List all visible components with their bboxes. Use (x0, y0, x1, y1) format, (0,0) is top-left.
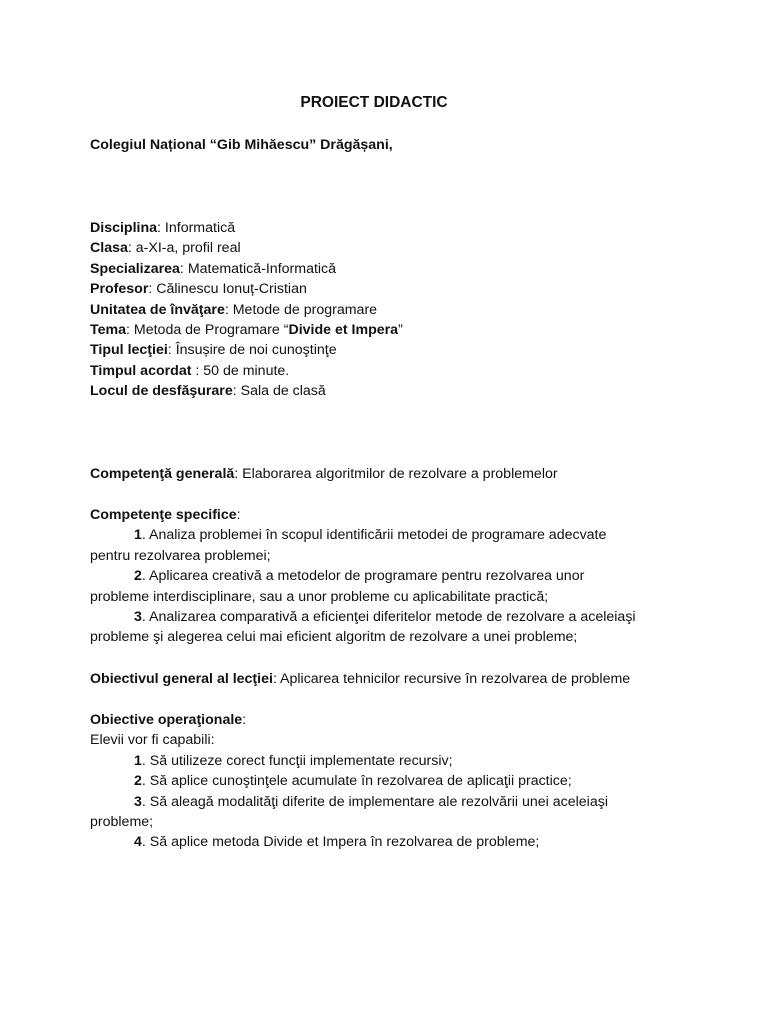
info-value: Sala de clasă (240, 383, 326, 400)
info-label: Timpul acordat (90, 362, 192, 379)
info-timpul (90, 361, 680, 381)
info-label: Unitatea de învăţare (90, 301, 225, 318)
item-text: . Aplicarea creativă a metodelor de programare pentru rezolvarea unor (141, 568, 585, 585)
list-item (90, 771, 680, 791)
info-sep: : (224, 301, 233, 318)
list-item (90, 607, 680, 627)
item-text: . Să utilizeze corect funcţii implementate recursiv; (141, 752, 453, 769)
info-sep: : (232, 383, 241, 400)
section-colon: : (236, 507, 241, 523)
info-value: Însușire de noi cunoştinţe (175, 342, 337, 359)
specific-competences-heading (90, 505, 680, 525)
item-number: 3 (134, 608, 142, 625)
info-unitatea (90, 300, 680, 320)
list-item (90, 525, 680, 545)
lesson-info (90, 218, 680, 402)
list-item (90, 751, 680, 771)
info-sep: : (179, 260, 188, 277)
general-competence (90, 464, 680, 484)
info-tema (90, 320, 680, 340)
info-label: Specializarea (90, 260, 180, 277)
item-text: . Să aleagă modalităţi diferite de implementare ale rezolvării unei aceleiaşi (141, 793, 608, 810)
info-value: a-XI-a, profil real (135, 240, 241, 257)
info-disciplina (90, 218, 680, 238)
section-label: Competenţă generală (90, 466, 235, 482)
info-label: Clasa (90, 240, 128, 257)
item-text: . Analizarea comparativă a eficienţei diferitelor metode de rezolvare a aceleiaşi (141, 608, 636, 625)
item-text: . Analiza problemei în scopul identificării metodei de programare adecvate (141, 527, 607, 544)
info-value: Matematică-Informatică (187, 260, 337, 277)
info-value: Călinescu Ionuț-Cristian (156, 281, 307, 298)
list-item-continuation: probleme; (90, 813, 154, 830)
info-value-bold: Divide et Impera (288, 321, 399, 338)
info-label: Locul de desfăşurare (90, 383, 233, 400)
section-label: Competenţe specifice (90, 507, 237, 523)
info-profesor (90, 279, 680, 299)
item-number: 3 (134, 793, 142, 810)
general-objective (90, 669, 680, 689)
info-sep: : (126, 321, 134, 338)
info-locul (90, 381, 680, 401)
item-number: 1 (134, 752, 142, 769)
info-label: Tipul lecţiei (90, 342, 168, 359)
info-value: Metode de programare (232, 301, 378, 318)
school-name: Colegiul Național “Gib Mihăescu” Drăgășani, (90, 137, 393, 153)
operational-objectives-heading (90, 710, 680, 730)
info-value: ” (398, 321, 403, 338)
info-sep: : (167, 342, 176, 359)
list-item-continuation: probleme şi alegerea celui mai eficient algoritm de rezolvare a unei probleme; (90, 629, 578, 646)
info-label: Disciplina (90, 220, 158, 236)
operational-intro: Elevii vor fi capabili: (90, 732, 215, 749)
info-sep: : (127, 240, 136, 257)
item-text: . Să aplice cunoştinţele acumulate în rezolvarea de aplicaţii practice; (141, 773, 572, 790)
item-number: 1 (134, 527, 142, 544)
info-label: Tema (90, 321, 127, 338)
section-label: Obiective operaţionale (90, 712, 243, 728)
info-sep: : (148, 281, 157, 298)
info-value: Informatică (164, 220, 236, 236)
list-item (90, 792, 680, 812)
list-item (90, 832, 680, 852)
document-title: PROIECT DIDACTIC (300, 94, 448, 111)
info-value: 50 de minute. (203, 362, 290, 379)
info-specializarea (90, 259, 680, 279)
list-item-continuation: pentru rezolvarea problemei; (90, 547, 271, 564)
specific-competences (90, 505, 680, 648)
info-label: Profesor (90, 281, 149, 298)
item-number: 2 (134, 568, 142, 585)
info-sep: : (191, 362, 204, 379)
info-clasa (90, 238, 680, 258)
operational-objectives (90, 710, 680, 853)
info-sep: : (157, 220, 165, 236)
item-number: 2 (134, 773, 142, 790)
list-item (90, 566, 680, 586)
general-objective-line (90, 669, 680, 689)
item-text: . Să aplice metoda Divide et Impera în rezolvarea de probleme; (141, 834, 540, 851)
section-text: : Aplicarea tehnicilor recursive în rezolvarea de probleme (272, 671, 631, 687)
item-number: 4 (134, 834, 142, 851)
section-text: : Elaborarea algoritmilor de rezolvare a problemelor (234, 466, 558, 482)
section-colon: : (242, 712, 247, 728)
general-competence-line (90, 464, 680, 484)
list-item-continuation: probleme interdisciplinare, sau a unor probleme cu aplicabilitate practică; (90, 588, 549, 605)
info-value: Metoda de Programare “ (133, 321, 289, 338)
section-label: Obiectivul general al lecţiei (90, 671, 273, 687)
info-tipul-lectiei (90, 340, 680, 360)
